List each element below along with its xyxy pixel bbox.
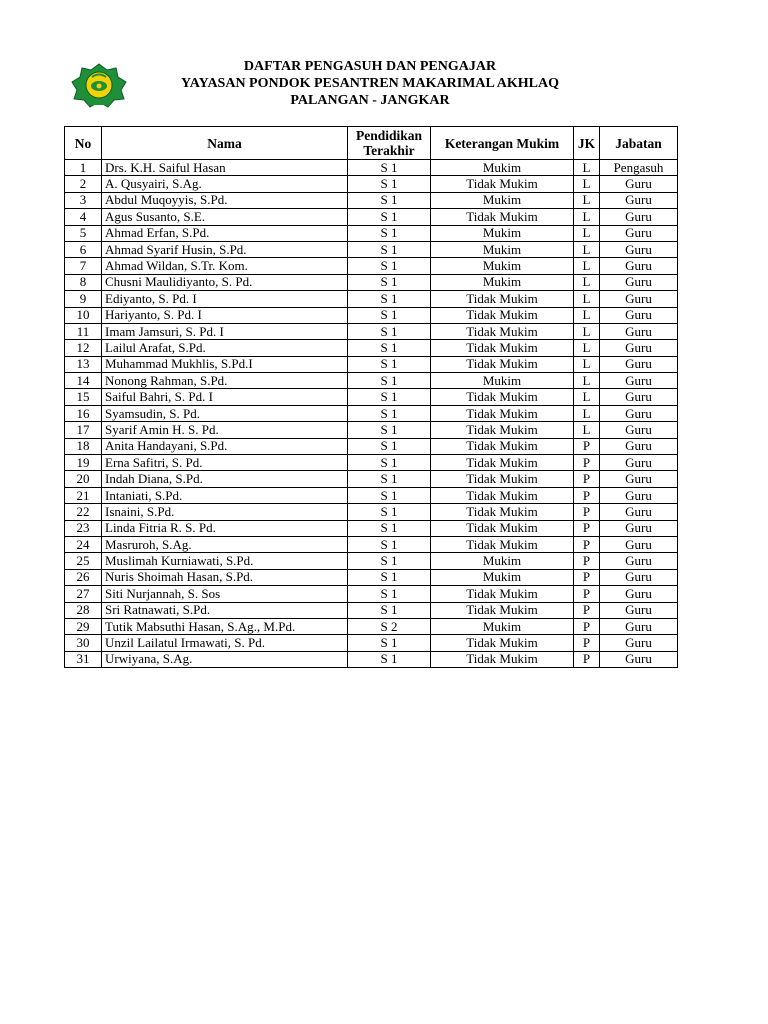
cell-pendidikan: S 1 — [348, 455, 431, 471]
cell-jabatan: Guru — [600, 651, 678, 667]
cell-jk: P — [574, 438, 600, 454]
cell-nama: Indah Diana, S.Pd. — [102, 471, 348, 487]
cell-nama: Erna Safitri, S. Pd. — [102, 455, 348, 471]
table-row — [65, 455, 678, 471]
cell-jk: L — [574, 274, 600, 290]
cell-pendidikan: S 1 — [348, 356, 431, 372]
cell-jk: L — [574, 307, 600, 323]
cell-nama: Nonong Rahman, S.Pd. — [102, 373, 348, 389]
cell-no: 7 — [65, 258, 102, 274]
cell-nama: Ahmad Wildan, S.Tr. Kom. — [102, 258, 348, 274]
cell-keterangan-mukim: Tidak Mukim — [431, 455, 574, 471]
cell-no: 11 — [65, 323, 102, 339]
table-header-row — [65, 127, 678, 160]
cell-jk: P — [574, 520, 600, 536]
staff-table — [64, 126, 678, 668]
cell-pendidikan: S 1 — [348, 323, 431, 339]
cell-no: 1 — [65, 160, 102, 176]
cell-no: 22 — [65, 504, 102, 520]
cell-pendidikan: S 1 — [348, 340, 431, 356]
header-location: PALANGAN - JANGKAR — [290, 93, 450, 108]
cell-jk: P — [574, 471, 600, 487]
cell-nama: Masruroh, S.Ag. — [102, 536, 348, 552]
foundation-logo-emblem — [68, 62, 130, 108]
table-row — [65, 307, 678, 323]
cell-jk: L — [574, 291, 600, 307]
cell-pendidikan: S 1 — [348, 274, 431, 290]
table-row — [65, 651, 678, 667]
cell-nama: Muhammad Mukhlis, S.Pd.I — [102, 356, 348, 372]
cell-pendidikan: S 1 — [348, 487, 431, 503]
cell-jk: P — [574, 553, 600, 569]
cell-pendidikan: S 1 — [348, 405, 431, 421]
cell-nama: Ediyanto, S. Pd. I — [102, 291, 348, 307]
cell-nama: Syamsudin, S. Pd. — [102, 405, 348, 421]
cell-no: 10 — [65, 307, 102, 323]
cell-pendidikan: S 1 — [348, 586, 431, 602]
cell-no: 25 — [65, 553, 102, 569]
cell-no: 5 — [65, 225, 102, 241]
cell-nama: Lailul Arafat, S.Pd. — [102, 340, 348, 356]
foundation-logo — [68, 62, 130, 108]
cell-jk: L — [574, 192, 600, 208]
cell-keterangan-mukim: Tidak Mukim — [431, 340, 574, 356]
cell-nama: Linda Fitria R. S. Pd. — [102, 520, 348, 536]
cell-jk: P — [574, 602, 600, 618]
cell-jabatan: Guru — [600, 274, 678, 290]
cell-keterangan-mukim: Mukim — [431, 241, 574, 257]
cell-pendidikan: S 1 — [348, 291, 431, 307]
cell-pendidikan: S 1 — [348, 389, 431, 405]
cell-nama: Agus Susanto, S.E. — [102, 209, 348, 225]
cell-jabatan: Guru — [600, 192, 678, 208]
cell-nama: Intaniati, S.Pd. — [102, 487, 348, 503]
cell-keterangan-mukim: Mukim — [431, 225, 574, 241]
table-row — [65, 225, 678, 241]
cell-jk: P — [574, 536, 600, 552]
table-row — [65, 274, 678, 290]
table-row — [65, 241, 678, 257]
cell-keterangan-mukim: Tidak Mukim — [431, 651, 574, 667]
cell-jabatan: Guru — [600, 373, 678, 389]
cell-keterangan-mukim: Tidak Mukim — [431, 405, 574, 421]
cell-keterangan-mukim: Mukim — [431, 618, 574, 634]
table-row — [65, 340, 678, 356]
cell-no: 14 — [65, 373, 102, 389]
staff-table-body — [65, 160, 678, 668]
cell-jabatan: Guru — [600, 602, 678, 618]
table-row — [65, 569, 678, 585]
table-row — [65, 160, 678, 176]
cell-jabatan: Guru — [600, 569, 678, 585]
cell-jabatan: Guru — [600, 438, 678, 454]
table-row — [65, 405, 678, 421]
cell-jk: P — [574, 455, 600, 471]
table-row — [65, 176, 678, 192]
cell-keterangan-mukim: Tidak Mukim — [431, 307, 574, 323]
cell-pendidikan: S 1 — [348, 569, 431, 585]
cell-keterangan-mukim: Tidak Mukim — [431, 602, 574, 618]
cell-pendidikan: S 1 — [348, 553, 431, 569]
cell-nama: Ahmad Syarif Husin, S.Pd. — [102, 241, 348, 257]
cell-pendidikan: S 1 — [348, 192, 431, 208]
cell-nama: Saiful Bahri, S. Pd. I — [102, 389, 348, 405]
cell-nama: Syarif Amin H. S. Pd. — [102, 422, 348, 438]
cell-nama: Muslimah Kurniawati, S.Pd. — [102, 553, 348, 569]
cell-no: 21 — [65, 487, 102, 503]
cell-jabatan: Guru — [600, 504, 678, 520]
cell-jk: L — [574, 405, 600, 421]
cell-no: 4 — [65, 209, 102, 225]
cell-jk: L — [574, 176, 600, 192]
cell-no: 8 — [65, 274, 102, 290]
cell-jk: L — [574, 356, 600, 372]
cell-pendidikan: S 1 — [348, 536, 431, 552]
cell-jabatan: Guru — [600, 536, 678, 552]
cell-no: 28 — [65, 602, 102, 618]
cell-jabatan: Guru — [600, 291, 678, 307]
cell-jk: P — [574, 504, 600, 520]
cell-jabatan: Guru — [600, 389, 678, 405]
cell-jk: L — [574, 225, 600, 241]
cell-keterangan-mukim: Tidak Mukim — [431, 422, 574, 438]
column-header-no: No — [65, 127, 102, 160]
cell-jabatan: Guru — [600, 258, 678, 274]
cell-keterangan-mukim: Mukim — [431, 569, 574, 585]
cell-jk: L — [574, 422, 600, 438]
cell-keterangan-mukim: Tidak Mukim — [431, 504, 574, 520]
document-header — [150, 58, 590, 109]
table-row — [65, 635, 678, 651]
table-row — [65, 373, 678, 389]
cell-jabatan: Guru — [600, 241, 678, 257]
cell-no: 3 — [65, 192, 102, 208]
cell-nama: Anita Handayani, S.Pd. — [102, 438, 348, 454]
cell-jk: L — [574, 389, 600, 405]
cell-jk: L — [574, 340, 600, 356]
cell-nama: Drs. K.H. Saiful Hasan — [102, 160, 348, 176]
table-row — [65, 536, 678, 552]
cell-no: 19 — [65, 455, 102, 471]
cell-jabatan: Guru — [600, 586, 678, 602]
cell-jabatan: Guru — [600, 176, 678, 192]
cell-no: 23 — [65, 520, 102, 536]
table-row — [65, 618, 678, 634]
cell-keterangan-mukim: Tidak Mukim — [431, 291, 574, 307]
cell-no: 18 — [65, 438, 102, 454]
cell-jk: P — [574, 586, 600, 602]
cell-pendidikan: S 1 — [348, 520, 431, 536]
cell-pendidikan: S 1 — [348, 504, 431, 520]
cell-jk: P — [574, 569, 600, 585]
cell-pendidikan: S 1 — [348, 422, 431, 438]
cell-pendidikan: S 1 — [348, 225, 431, 241]
table-row — [65, 422, 678, 438]
cell-no: 27 — [65, 586, 102, 602]
table-row — [65, 258, 678, 274]
cell-jk: L — [574, 373, 600, 389]
cell-pendidikan: S 1 — [348, 258, 431, 274]
cell-no: 20 — [65, 471, 102, 487]
cell-jabatan: Guru — [600, 356, 678, 372]
cell-pendidikan: S 1 — [348, 176, 431, 192]
cell-nama: Hariyanto, S. Pd. I — [102, 307, 348, 323]
cell-pendidikan: S 1 — [348, 602, 431, 618]
table-row — [65, 504, 678, 520]
cell-keterangan-mukim: Mukim — [431, 258, 574, 274]
header-title: DAFTAR PENGASUH DAN PENGAJAR — [243, 59, 497, 74]
cell-no: 16 — [65, 405, 102, 421]
table-row — [65, 602, 678, 618]
cell-keterangan-mukim: Tidak Mukim — [431, 356, 574, 372]
cell-pendidikan: S 1 — [348, 241, 431, 257]
table-row — [65, 471, 678, 487]
cell-nama: Ahmad Erfan, S.Pd. — [102, 225, 348, 241]
cell-jk: L — [574, 160, 600, 176]
table-row — [65, 192, 678, 208]
cell-pendidikan: S 1 — [348, 209, 431, 225]
cell-keterangan-mukim: Mukim — [431, 160, 574, 176]
cell-pendidikan: S 1 — [348, 307, 431, 323]
cell-jk: L — [574, 209, 600, 225]
cell-no: 15 — [65, 389, 102, 405]
cell-no: 12 — [65, 340, 102, 356]
cell-pendidikan: S 1 — [348, 160, 431, 176]
cell-keterangan-mukim: Mukim — [431, 192, 574, 208]
table-row — [65, 389, 678, 405]
cell-keterangan-mukim: Tidak Mukim — [431, 520, 574, 536]
cell-jabatan: Guru — [600, 323, 678, 339]
column-header-keterangan-mukim: Keterangan Mukim — [431, 127, 574, 160]
column-header-nama: Nama — [102, 127, 348, 160]
table-row — [65, 323, 678, 339]
table-row — [65, 520, 678, 536]
cell-no: 31 — [65, 651, 102, 667]
cell-nama: Isnaini, S.Pd. — [102, 504, 348, 520]
cell-jabatan: Guru — [600, 487, 678, 503]
cell-keterangan-mukim: Mukim — [431, 274, 574, 290]
header-institution: YAYASAN PONDOK PESANTREN MAKARIMAL AKHLAQ — [180, 76, 560, 91]
cell-keterangan-mukim: Mukim — [431, 373, 574, 389]
cell-no: 9 — [65, 291, 102, 307]
cell-keterangan-mukim: Mukim — [431, 553, 574, 569]
table-row — [65, 586, 678, 602]
table-row — [65, 487, 678, 503]
cell-no: 29 — [65, 618, 102, 634]
cell-jabatan: Guru — [600, 225, 678, 241]
cell-jabatan: Pengasuh — [600, 160, 678, 176]
cell-no: 2 — [65, 176, 102, 192]
cell-pendidikan: S 2 — [348, 618, 431, 634]
cell-jabatan: Guru — [600, 455, 678, 471]
cell-jk: P — [574, 487, 600, 503]
table-row — [65, 209, 678, 225]
cell-keterangan-mukim: Tidak Mukim — [431, 176, 574, 192]
cell-jabatan: Guru — [600, 635, 678, 651]
cell-jabatan: Guru — [600, 405, 678, 421]
column-header-jk: JK — [574, 127, 600, 160]
cell-jabatan: Guru — [600, 471, 678, 487]
cell-nama: Chusni Maulidiyanto, S. Pd. — [102, 274, 348, 290]
cell-pendidikan: S 1 — [348, 651, 431, 667]
cell-jabatan: Guru — [600, 209, 678, 225]
cell-jk: L — [574, 241, 600, 257]
cell-keterangan-mukim: Tidak Mukim — [431, 389, 574, 405]
cell-jabatan: Guru — [600, 307, 678, 323]
cell-jabatan: Guru — [600, 422, 678, 438]
cell-jabatan: Guru — [600, 340, 678, 356]
cell-no: 30 — [65, 635, 102, 651]
cell-nama: Siti Nurjannah, S. Sos — [102, 586, 348, 602]
cell-pendidikan: S 1 — [348, 438, 431, 454]
cell-nama: Abdul Muqoyyis, S.Pd. — [102, 192, 348, 208]
cell-no: 17 — [65, 422, 102, 438]
cell-no: 13 — [65, 356, 102, 372]
cell-pendidikan: S 1 — [348, 471, 431, 487]
cell-keterangan-mukim: Tidak Mukim — [431, 536, 574, 552]
cell-nama: Urwiyana, S.Ag. — [102, 651, 348, 667]
table-row — [65, 356, 678, 372]
table-row — [65, 291, 678, 307]
cell-pendidikan: S 1 — [348, 635, 431, 651]
cell-jk: P — [574, 635, 600, 651]
cell-jk: P — [574, 618, 600, 634]
cell-keterangan-mukim: Tidak Mukim — [431, 438, 574, 454]
cell-keterangan-mukim: Tidak Mukim — [431, 635, 574, 651]
cell-no: 6 — [65, 241, 102, 257]
cell-no: 26 — [65, 569, 102, 585]
cell-pendidikan: S 1 — [348, 373, 431, 389]
cell-nama: Imam Jamsuri, S. Pd. I — [102, 323, 348, 339]
cell-jk: L — [574, 258, 600, 274]
cell-keterangan-mukim: Tidak Mukim — [431, 471, 574, 487]
cell-jabatan: Guru — [600, 520, 678, 536]
cell-keterangan-mukim: Tidak Mukim — [431, 586, 574, 602]
cell-keterangan-mukim: Tidak Mukim — [431, 323, 574, 339]
table-row — [65, 438, 678, 454]
table-row — [65, 553, 678, 569]
cell-nama: A. Qusyairi, S.Ag. — [102, 176, 348, 192]
cell-nama: Sri Ratnawati, S.Pd. — [102, 602, 348, 618]
cell-jabatan: Guru — [600, 553, 678, 569]
column-header-jabatan: Jabatan — [600, 127, 678, 160]
cell-keterangan-mukim: Tidak Mukim — [431, 487, 574, 503]
cell-keterangan-mukim: Tidak Mukim — [431, 209, 574, 225]
cell-jk: L — [574, 323, 600, 339]
cell-jabatan: Guru — [600, 618, 678, 634]
column-header-pendidikan: Pendidikan Terakhir — [348, 127, 431, 160]
cell-nama: Tutik Mabsuthi Hasan, S.Ag., M.Pd. — [102, 618, 348, 634]
cell-jk: P — [574, 651, 600, 667]
cell-nama: Unzil Lailatul Irmawati, S. Pd. — [102, 635, 348, 651]
cell-no: 24 — [65, 536, 102, 552]
cell-nama: Nuris Shoimah Hasan, S.Pd. — [102, 569, 348, 585]
